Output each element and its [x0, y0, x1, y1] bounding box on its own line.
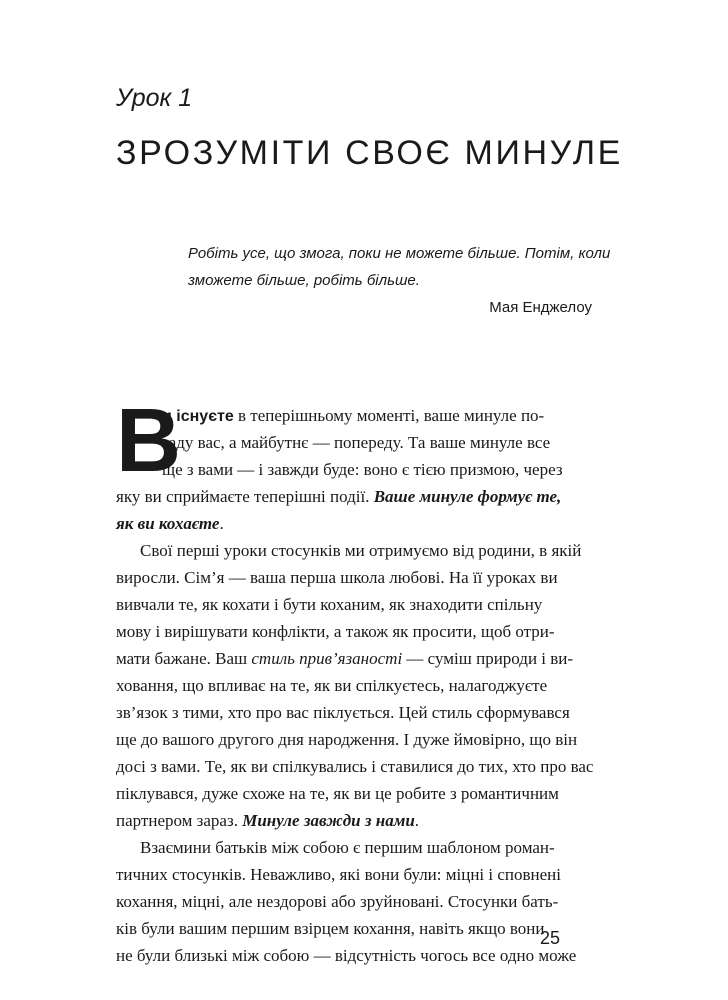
text-line: ще з вами — і завжди буде: воно є тією призмою, через — [162, 460, 563, 479]
text-line: Взаємини батьків між собою є першим шаблоном роман- — [140, 838, 555, 857]
text-line: ків були вашим першим взірцем кохання, навіть якщо вони — [116, 919, 545, 938]
text-line: піклувався, дуже схоже на те, як ви це робите з романтичним — [116, 784, 559, 803]
text-line: кохання, міцні, але нездорові або зруйновані. Стосунки бать- — [116, 892, 559, 911]
text-line: заду вас, а майбутнє — попереду. Та ваше минуле все — [162, 433, 551, 452]
lesson-label: Урок 1 — [116, 84, 193, 112]
drop-cap: В — [116, 391, 181, 491]
text-line: вивчали те, як кохати і бути коханим, як знаходити спільну — [116, 595, 543, 614]
text-line: тичних стосунків. Неважливо, які вони були: міцні і сповнені — [116, 865, 562, 884]
italic-term: стиль прив’язаності — [251, 649, 403, 668]
text-line: досі з вами. Те, як ви спілкувались і ставилися до тих, хто про вас — [116, 757, 594, 776]
epigraph — [188, 240, 611, 321]
text-line: зв’язок з тими, хто про вас піклується. Цей стиль сформувався — [116, 703, 570, 722]
text-line — [116, 807, 598, 834]
text-span: яку ви сприймаєте теперішні події. — [116, 487, 374, 506]
text-line: ховання, що впливає на те, як ви спілкуєтесь, налагоджуєте — [116, 676, 548, 695]
text-line — [116, 402, 598, 429]
text-line — [116, 510, 598, 537]
text-line: мову і вирішувати конфлікти, а також як просити, щоб отри- — [116, 622, 555, 641]
text-span: . — [219, 514, 224, 533]
chapter-title: ЗРОЗУМІТИ СВОЄ МИНУЛЕ — [116, 134, 623, 172]
text-line — [116, 645, 598, 672]
text-span: мати бажане. Ваш — [116, 649, 252, 668]
page-number: 25 — [540, 928, 561, 948]
epigraph-line: Робіть усе, що змога, поки не можете більше. Потім, коли — [188, 245, 611, 262]
text-line: Свої перші уроки стосунків ми отримуємо від родини, в якій — [140, 541, 582, 560]
text-line: ще до вашого другого дня народження. І дуже ймовірно, що він — [116, 730, 578, 749]
emphasis-text: Ваше минуле формує те, — [373, 487, 562, 506]
text-span: — суміш природи і ви- — [402, 649, 574, 668]
body-text — [116, 402, 598, 969]
text-line: виросли. Сім’я — ваша перша школа любові. На її уроках ви — [116, 568, 558, 587]
emphasis-text: Минуле завжди з нами — [242, 811, 415, 830]
text-span: . — [414, 811, 420, 830]
epigraph-line: зможете більше, робіть більше. — [188, 272, 420, 289]
text-line: не були близькі між собою — відсутність чогось все одно може — [116, 946, 577, 965]
text-span: в теперішньому моменті, ваше минуле по- — [233, 406, 545, 425]
text-span: партнером зараз. — [116, 811, 243, 830]
text-line — [116, 483, 598, 510]
lead-words: и існуєте — [162, 408, 234, 425]
emphasis-text: як ви кохаєте — [116, 514, 220, 533]
epigraph-author: Мая Енджелоу — [489, 299, 592, 316]
